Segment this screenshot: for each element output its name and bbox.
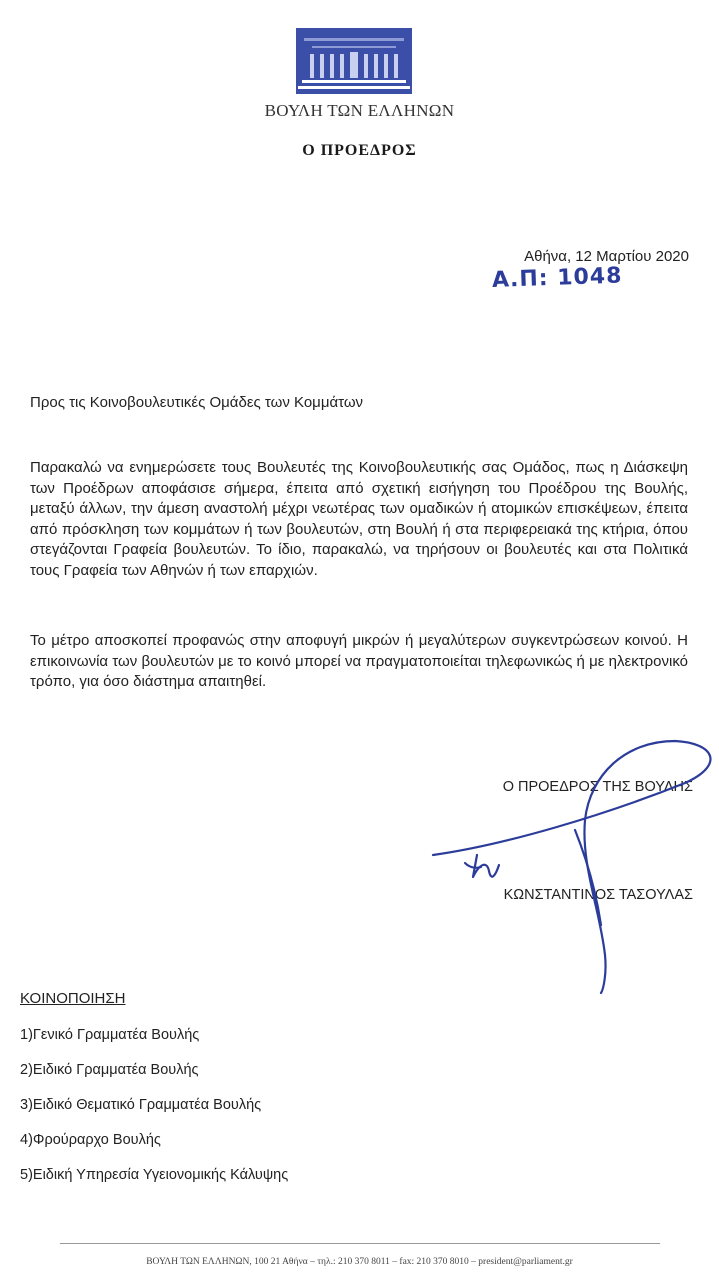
signer-title: Ο ΠΡΟΕΔΡΟΣ ΤΗΣ ΒΟΥΛΗΣ — [502, 779, 693, 795]
office-title: Ο ΠΡΟΕΔΡΟΣ — [302, 142, 417, 159]
distribution-item: 4)Φρούραρχο Βουλής — [20, 1132, 161, 1148]
parliament-logo — [296, 28, 412, 94]
signer-name: ΚΩΝΣΤΑΝΤΙΝΟΣ ΤΑΣΟΥΛΑΣ — [503, 887, 693, 903]
distribution-item: 1)Γενικό Γραμματέα Βουλής — [20, 1027, 200, 1043]
distribution-heading: ΚΟΙΝΟΠΟΙΗΣΗ — [20, 990, 126, 1007]
date-line: Αθήνα, 12 Μαρτίου 2020 — [524, 248, 689, 265]
org-name: ΒΟΥΛΗ ΤΩΝ ΕΛΛΗΝΩΝ — [264, 101, 455, 120]
distribution-item: 5)Ειδική Υπηρεσία Υγειονομικής Κάλυψης — [20, 1167, 289, 1183]
distribution-item: 2)Ειδικό Γραμματέα Βουλής — [20, 1062, 199, 1078]
footer-contact: ΒΟΥΛΗ ΤΩΝ ΕΛΛΗΝΩΝ, 100 21 Αθήνα – τηλ.: 210 370 8011 – fax: 210 370 8010 – president@parliament.gr — [146, 1257, 573, 1267]
handwritten-signature — [425, 735, 719, 995]
body-paragraph-2: Το μέτρο αποσκοπεί προφανώς στην αποφυγή μικρών ή μεγαλύτερων συγκεντρώσεων κοινού. Η επικοινωνία των βουλευτών με το κοινό μπορεί να πραγματοποιείται τηλεφωνικώς ή με ηλεκτρονικό τρόπο, για όσο διάστημα απαιτηθεί. — [30, 632, 688, 690]
distribution-item: 3)Ειδικό Θεματικό Γραμματέα Βουλής — [20, 1097, 262, 1113]
recipient-line: Προς τις Κοινοβουλευτικές Ομάδες των Κομμάτων — [30, 394, 364, 411]
handwritten-protocol-number: Α.Π: 1048 — [491, 263, 623, 293]
footer-divider — [60, 1243, 660, 1244]
distribution-list — [20, 1025, 288, 1200]
body-paragraph-1: Παρακαλώ να ενημερώσετε τους Βουλευτές της Κοινοβουλευτικής σας Ομάδος, πως η Διάσκεψη των Προέδρων αποφάσισε σήμερα, έπειτα από σχετική εισήγηση του Προέδρου της Βουλής, μεταξύ άλλων, την άμεση αναστολή μέχρι νεωτέρας των ομαδικών ή ατομικών επισκέψεων, έπειτα από πρόσκληση των κομμάτων ή των βουλευτών, στη Βουλή ή στα περιφερειακά της κτήρια, όπου στεγάζονται Γραφεία βουλευτών. Το ίδιο, παρακαλώ, να τηρήσουν οι βουλευτές και στα Πολιτικά τους Γραφεία των Αθηνών ή των επαρχιών. — [30, 459, 688, 579]
